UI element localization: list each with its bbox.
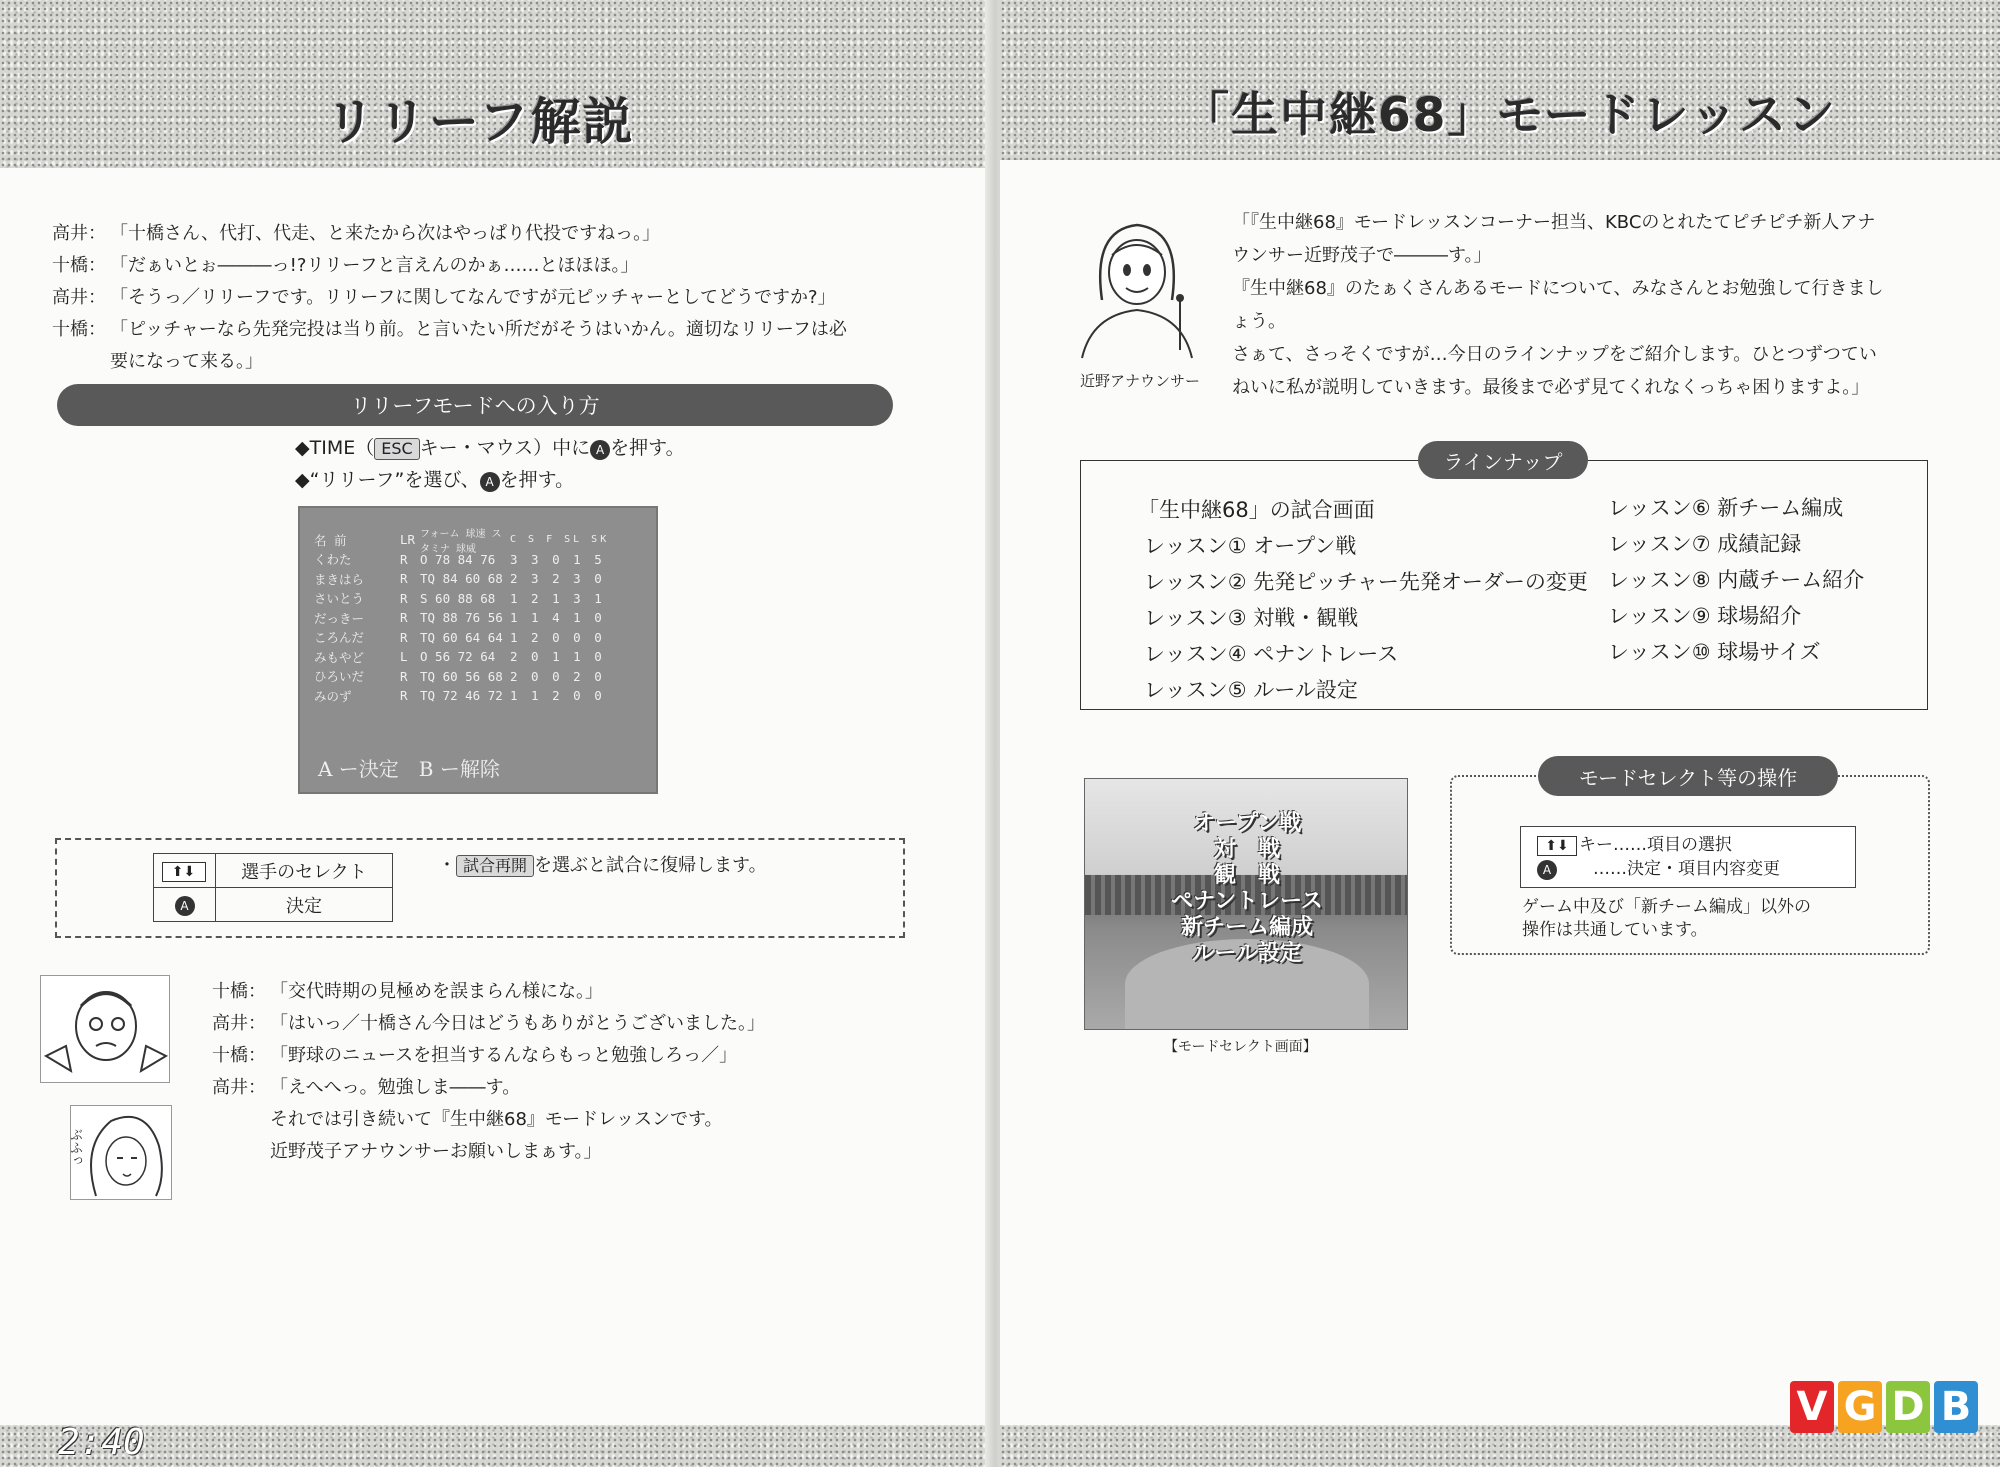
operations-keys: ⬆⬇ キー……項目の選択 A ……決定・項目内容変更 [1520,826,1856,888]
a-button-icon: A [1537,860,1557,880]
lineup-item: レッスン② 先発ピッチャー先発オーダーの変更 [1144,570,1588,594]
left-page-title: リリーフ解説 [325,93,635,151]
dialogue-line: 高井： 「えへへっ。勉強しま――す。 [212,1077,521,1098]
vgdb-logo [1790,1381,1978,1433]
up-down-arrow-icon: ⬆⬇ [162,862,206,882]
up-down-arrow-icon: ⬆⬇ [1537,836,1577,856]
mode-menu-item[interactable]: ルール設定 [1192,941,1302,966]
lineup-item: レッスン① オープン戦 [1144,534,1357,558]
section-title-relief-mode: リリーフモードへの入り方 [57,384,893,426]
intro-line: ねいに私が説明していきます。最後まで必ず見てくれなくっちゃ困りますよ。」 [1232,377,1870,398]
dialogue-line: 十橋： 「野球のニュースを担当するんならもっと勉強しろっ／」 [212,1045,738,1066]
operations-title: モードセレクト等の操作 [1538,756,1838,796]
pitcher-row: みのず R TQ 72 46 72 1 1 2 0 0 [314,688,605,704]
dialogue-line: 高井： 「そうっ／リリーフです。リリーフに関してなんですが元ピッチャーとしてどうですか?」 [52,287,836,308]
logo-letter: D [1886,1381,1930,1433]
dialogue-line: 十橋： 「だぁいとぉ―――っ!?リリーフと言えんのかぁ……とほほほ。」 [52,255,639,276]
resume-note: ・ 試合再開 を選ぶと試合に復帰します。 [438,855,767,876]
screenshot-footer: A ー決定 B ー解除 [318,757,500,781]
pitcher-row: だっきー R TQ 88 76 56 1 1 4 1 0 [314,610,605,626]
dialogue-block-1 [52,218,847,378]
left-page [0,0,992,1467]
page-number: 2:40 [58,1422,145,1463]
instruction-line-1: ◆TIME（ ESC キー・マウス）中に A を押す。 [295,437,685,459]
intro-line: 「『生中継68』モードレッスンコーナー担当、KBCのとれたてピチピチ新人アナ [1232,212,1876,233]
mode-menu-item[interactable]: 新チーム編成 [1180,915,1313,940]
dialogue-line: それでは引き続いて『生中継68』モードレッスンです。 [270,1109,723,1130]
pitcher-row: ころんだ R TQ 60 64 64 1 2 0 0 0 [314,629,605,646]
lineup-item: レッスン④ ペナントレース [1144,642,1399,666]
a-button-icon: A [590,440,610,460]
lineup-item: レッスン⑤ ルール設定 [1144,678,1358,702]
lineup-item: 「生中継68」の試合画面 [1138,498,1375,522]
right-page-title: 「生中継68」モードレッスン [1182,88,1838,143]
mode-menu-item[interactable]: 対 戦 [1213,837,1280,862]
dialogue-line: 十橋： 「ピッチャーなら先発完投は当り前。と言いたい所だがそうはいかん。適切なリリーフは必 [52,319,847,340]
operations-note: ゲーム中及び「新チーム編成」以外の 操作は共通しています。 [1522,897,1811,940]
dialogue-line: 高井： 「はいっ／十橋さん今日はどうもありがとうございました。」 [212,1013,765,1034]
screenshot-header: 名 前 LR フォーム 球速 スタミナ 球威 C S F SL SK [314,528,610,555]
left-footer-texture [0,1425,992,1467]
intro-line: ょう。 [1232,311,1286,332]
dialogue-line: 十橋： 「交代時期の見極めを誤まらん様にな。」 [212,981,603,1002]
announcer-caption: 近野アナウンサー [1080,372,1201,390]
lineup-item: レッスン⑦ 成績記録 [1608,532,1802,556]
a-button-icon: A [480,472,500,492]
mode-menu [1085,811,1408,967]
a-button-icon: A [175,896,195,916]
girl-illustration [67,1105,172,1200]
lineup-item: レッスン⑥ 新チーム編成 [1608,496,1844,520]
intro-line: 『生中継68』のたぁくさんあるモードについて、みなさんとお勉強して行きまし [1232,278,1884,299]
mode-select-screenshot [1084,778,1408,1030]
lineup-item: レッスン③ 対戦・観戦 [1144,606,1359,630]
lineup-item: レッスン⑩ 球場サイズ [1608,640,1821,664]
relief-screenshot [298,506,658,794]
logo-letter: G [1838,1381,1882,1433]
logo-letter: B [1934,1381,1978,1433]
old-man-illustration [40,975,170,1083]
pitcher-row: くわた R O 78 84 76 3 3 0 1 5 [314,551,605,568]
pitcher-row: さいとう R S 60 88 68 1 2 1 3 1 [314,590,605,607]
right-page [1000,0,2000,1467]
logo-letter: V [1790,1381,1834,1433]
pitcher-row: ひろいだ R TQ 60 56 68 2 0 0 2 0 [314,668,605,685]
mode-menu-item[interactable]: ペナントレース [1171,889,1323,914]
intro-line: ウンサー近野茂子で―――す。」 [1232,245,1492,266]
mode-select-caption: 【モードセレクト画面】 [1164,1039,1317,1055]
resume-game-key: 試合再開 [456,855,534,877]
intro-line: さぁて、さっそくですが…今日のラインナップをご紹介します。ひとつずつてい [1232,344,1877,365]
mode-menu-item[interactable]: オープン戦 [1192,811,1302,836]
dialogue-line: 近野茂子アナウンサーお願いしまぁす。」 [270,1141,602,1162]
dialogue-line: 要になって来る。」 [110,351,263,372]
dialogue-line: 高井： 「十橋さん、代打、代走、と来たから次はやっぱり代投ですねっ。」 [52,223,661,244]
controls-table [153,853,393,922]
announcer-illustration [1072,210,1202,360]
select-player-label: 選手のセレクト [216,854,393,888]
decide-label: 決定 [216,888,393,922]
lineup-title: ラインナップ [1418,441,1588,479]
dialogue-block-2 [212,976,765,1168]
lineup-item: レッスン⑧ 内蔵チーム紹介 [1608,568,1865,592]
lineup-item: レッスン⑨ 球場紹介 [1608,604,1802,628]
instruction-line-2: ◆“リリーフ”を選び、 A を押す。 [295,469,575,491]
esc-key: ESC [374,438,419,460]
mode-menu-item[interactable]: 観 戦 [1213,863,1280,888]
pitcher-row: みもやど L O 56 72 64 2 0 1 1 0 [314,649,605,665]
instructions [295,432,685,496]
doodle-text: ぶふっ [67,1128,82,1167]
announcer-intro [1232,206,1883,404]
pitcher-row: まきはら R TQ 84 60 68 2 3 2 3 0 [314,571,605,587]
